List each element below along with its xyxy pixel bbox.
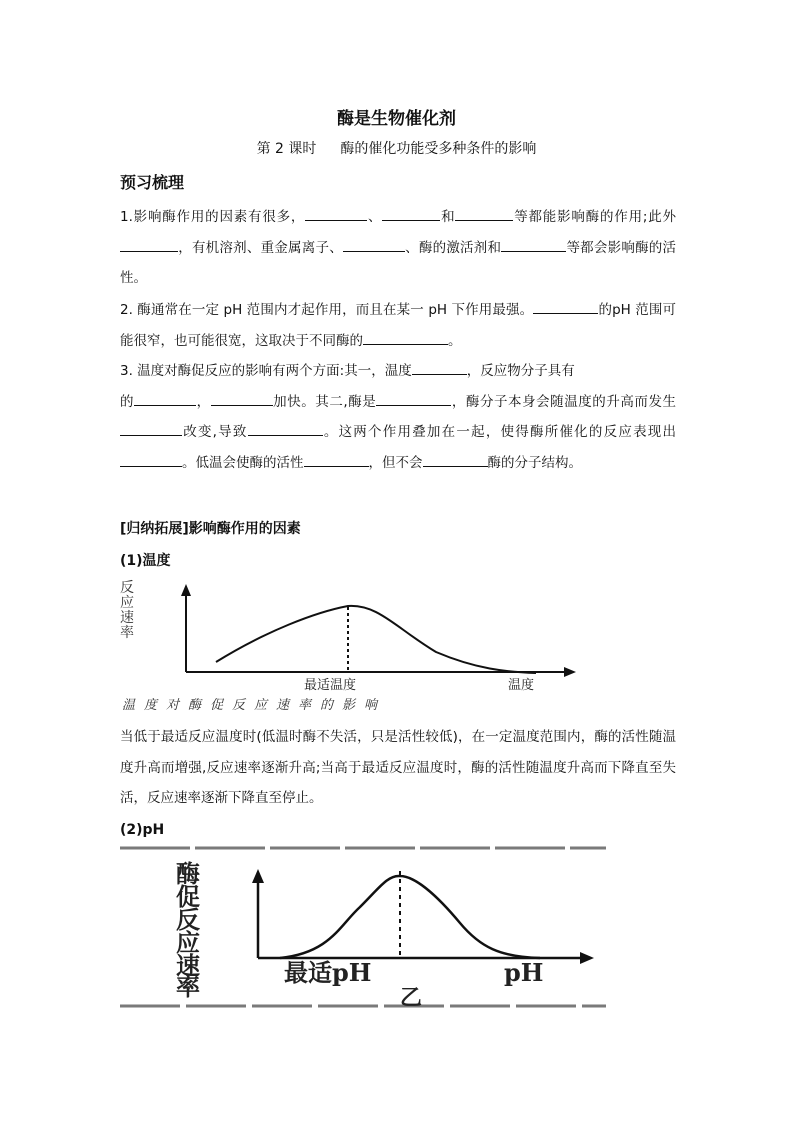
temp-xlabel-axis: 温度 — [508, 678, 535, 693]
temp-label: (1)温度 — [120, 553, 171, 569]
ph-ylabel-char: 反 — [176, 905, 200, 934]
temp-explanation: 当低于最适反应温度时(低温时酶不失活，只是活性较低)，在一定温度范围内，酶的活性随温度升高而增强,反应速率逐渐升高;当高于最适反应温度时，酶的活性随温度升高而下降直至失活，反应速率逐渐下降直至停止。 — [120, 729, 676, 806]
fill-blank[interactable] — [412, 359, 467, 375]
p2-text-a: 2. 酶通常在一定 pH 范围内才起作用，而且在某一 pH 下作用最强。 — [120, 302, 534, 318]
ph-caption: 乙 — [400, 985, 423, 1009]
ph-ylabel-char: 应 — [176, 928, 200, 957]
p1-text-f: ，有机溶剂、重金属离子、 — [178, 239, 343, 256]
temp-xlabel-optimum: 最适温度 — [304, 678, 357, 693]
ph-ylabel-char: 促 — [176, 882, 200, 911]
p2-text-d: 。 — [448, 332, 462, 349]
paragraph-2 — [120, 295, 676, 356]
p3-text-i: 。这两个作用叠加在一起，使得酶所 — [322, 424, 560, 440]
temp-caption: 温度对酶促反应速率的影响 — [122, 698, 387, 713]
fill-blank[interactable] — [376, 390, 451, 406]
fill-blank[interactable] — [363, 329, 448, 345]
p2-text-c: pH 范围可能很窄，也可能很宽，这取决于不同酶的 — [120, 302, 677, 349]
p1-text-e: 用;此外 — [628, 209, 676, 225]
fill-blank[interactable] — [134, 390, 196, 406]
fill-blank[interactable] — [305, 205, 367, 221]
lesson-label: 第 2 课时 — [256, 141, 317, 157]
ph-xlabel-optimum: 最适pH — [284, 958, 372, 987]
paragraph-1 — [120, 202, 676, 294]
p1-text-g: 、酶的激活剂和 — [404, 239, 502, 256]
p1-text-b: 、 — [367, 209, 383, 225]
temp-ylabel-char: 反 — [120, 580, 134, 596]
p3-text-h: 改变,导致 — [182, 424, 248, 440]
p3-text-j: 催化的反应表现出 — [559, 424, 677, 440]
p3-text-b: ，反应物分子具有 — [466, 363, 575, 379]
ph-xlabel-axis: pH — [504, 958, 544, 987]
fill-blank[interactable] — [501, 236, 566, 252]
p1-text-h: 等都会影响酶的活性。 — [120, 239, 677, 286]
fill-blank[interactable] — [120, 236, 178, 252]
p3-text-f: ，酶分子本身会随温度的升 — [451, 393, 621, 410]
ph-ylabel-char: 酶 — [176, 859, 200, 888]
ph-chart — [120, 845, 606, 1009]
fill-blank[interactable] — [423, 451, 488, 467]
section-heading-preview: 预习梳理 — [120, 173, 185, 192]
temp-x-arrow-icon — [564, 667, 576, 677]
fill-blank[interactable] — [120, 420, 182, 436]
ph-x-arrow-icon — [580, 952, 594, 964]
ph-curve — [280, 876, 540, 958]
subtitle-text: 酶的催化功能受多种条件的影响 — [340, 141, 537, 157]
p1-text-d: 等都能影响酶的作 — [513, 209, 629, 225]
page-title: 酶是生物催化剂 — [337, 109, 456, 129]
ph-ylabel-char: 速 — [176, 951, 200, 980]
p3-text-l: ，但不会 — [368, 454, 423, 471]
fill-blank[interactable] — [343, 236, 405, 252]
p1-text-a: 1.影响酶作用的因素有很多， — [120, 209, 306, 225]
p3-text-a: 3. 温度对酶促反应的影响有两个方面:其一，温度 — [120, 363, 412, 379]
p3-text-k: 。低温会使酶的活性 — [182, 454, 304, 471]
p3-text-g: 高而发生 — [620, 393, 677, 410]
p3-text-d: ， — [196, 393, 211, 410]
ph-label: (2)pH — [120, 822, 165, 838]
fill-blank[interactable] — [120, 451, 182, 467]
temp-ylabel-char: 速 — [120, 610, 134, 626]
page-subtitle — [0, 138, 793, 158]
fill-blank[interactable] — [382, 205, 440, 221]
p2-text-b: 的 — [598, 302, 613, 318]
fill-blank[interactable] — [248, 420, 323, 436]
fill-blank[interactable] — [455, 205, 513, 221]
p1-text-c: 和 — [440, 209, 456, 225]
ph-y-arrow-icon — [252, 869, 264, 883]
fill-blank[interactable] — [533, 298, 598, 314]
temp-y-arrow-icon — [181, 584, 191, 596]
ph-ylabel-char: 率 — [176, 972, 200, 1001]
temperature-chart — [116, 576, 596, 714]
summary-heading: [归纳拓展]影响酶作用的因素 — [120, 521, 301, 537]
p3-text-e: 加快。其二,酶是 — [272, 393, 377, 410]
fill-blank[interactable] — [304, 451, 369, 467]
p3-text-m: 酶的分子结构。 — [487, 454, 582, 471]
temp-ylabel-char: 率 — [120, 625, 134, 641]
fill-blank[interactable] — [211, 390, 273, 406]
paragraph-3 — [120, 356, 676, 478]
temp-curve — [216, 606, 536, 673]
temp-ylabel-char: 应 — [120, 595, 134, 611]
p3-text-c: 的 — [120, 393, 135, 410]
